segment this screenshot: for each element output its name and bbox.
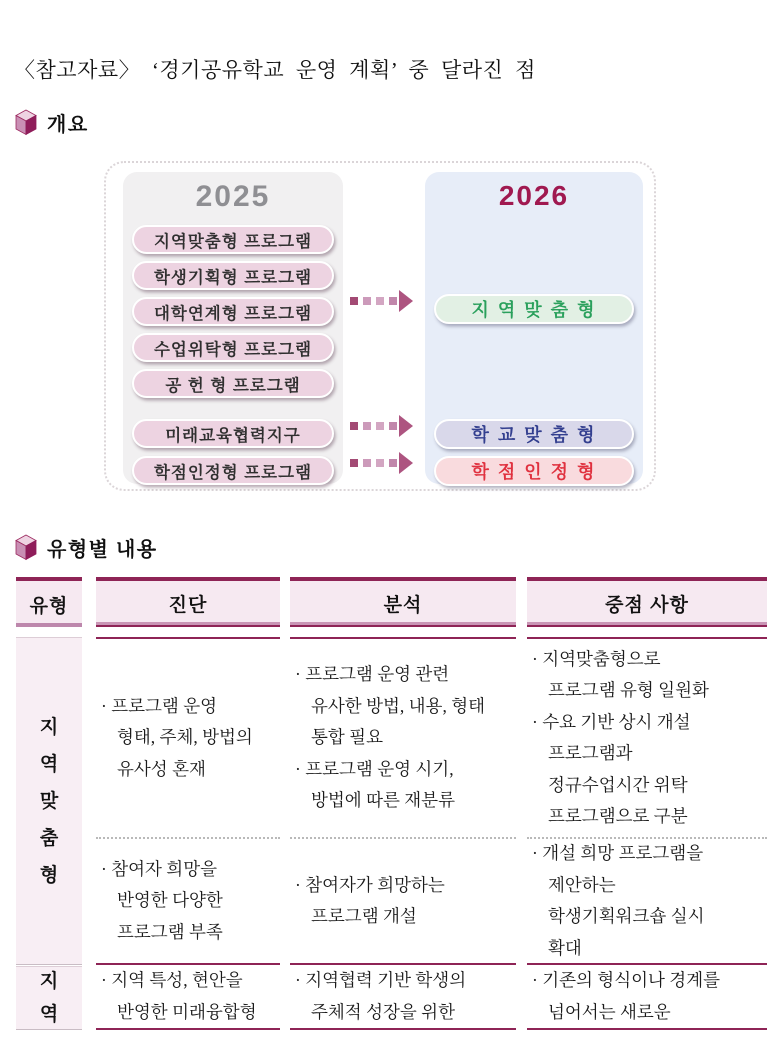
- type-table: [16, 577, 767, 1037]
- table-header-type: 유형: [16, 577, 82, 627]
- table-header-analysis: 분석: [290, 577, 516, 627]
- cube-bullet-icon: [15, 109, 37, 136]
- type-pill-2026-school: 학 교 맞 춤 형: [434, 419, 634, 449]
- program-pill-2025: 학점인정형 프로그램: [132, 456, 334, 485]
- panel-2025: [123, 172, 343, 484]
- table-cell: · 참여자 희망을 반영한 다양한 프로그램 부족: [96, 837, 280, 963]
- program-pill-2025: 미래교육협력지구: [132, 419, 334, 448]
- transition-arrow-icon: [349, 450, 413, 476]
- section-heading-details-label: 유형별 내용: [47, 539, 158, 561]
- cube-bullet-icon: [15, 534, 37, 561]
- page-title: 〈참고자료〉 ‘경기공유학교 운영 계획’ 중 달라진 점: [14, 58, 536, 82]
- table-cell: · 참여자가 희망하는 프로그램 개설: [290, 837, 516, 963]
- type-pill-2026-credit: 학 점 인 정 형: [434, 456, 634, 486]
- column-diagnosis: [96, 637, 280, 1030]
- section-heading-overview: [15, 108, 89, 137]
- table-header-focus: 중점 사항: [527, 577, 767, 627]
- table-cell: · 프로그램 운영 관련 유사한 방법, 내용, 형태 통합 필요 · 프로그램 운영 시기, 방법에 따른 재분류: [295, 664, 486, 811]
- panel-2026: [425, 172, 643, 484]
- row-type-label-region2: 지 역: [16, 966, 82, 1030]
- section-heading-overview-label: 개요: [47, 114, 89, 136]
- column-analysis: [290, 637, 516, 1030]
- table-cell: · 지역 특성, 현안을 반영한 미래융합형: [96, 963, 280, 1028]
- year-2026-label: 2026: [498, 180, 570, 211]
- table-cell: · 프로그램 운영 형태, 주체, 방법의 유사성 혼재: [101, 695, 253, 779]
- type-pill-2026-region: 지 역 맞 춤 형: [434, 294, 634, 324]
- table-cell: · 지역협력 기반 학생의 주체적 성장을 위한: [290, 963, 516, 1028]
- transition-arrow-icon: [349, 413, 413, 439]
- section-heading-details: [15, 533, 158, 562]
- program-pill-2025: 공 헌 형 프로그램: [132, 369, 334, 398]
- column-focus: [527, 637, 767, 1030]
- program-pill-2025: 지역맞춤형 프로그램: [132, 225, 334, 254]
- table-header-diagnosis: 진단: [96, 577, 280, 627]
- overview-diagram: [104, 161, 656, 491]
- table-cell: · 개설 희망 프로그램을 제안하는 학생기획워크숍 실시 확대: [527, 837, 767, 963]
- row-type-label-region: 지 역 맞 춤 형: [16, 637, 82, 965]
- program-pill-2025: 대학연계형 프로그램: [132, 297, 334, 326]
- table-cell: · 기존의 형식이나 경계를 넘어서는 새로운: [527, 963, 767, 1028]
- transition-arrow-icon: [349, 288, 413, 314]
- program-pill-2025: 학생기획형 프로그램: [132, 261, 334, 290]
- table-cell: · 지역맞춤형으로 프로그램 유형 일원화 · 수요 기반 상시 개설 프로그램과 정규수업시간 위탁 프로그램으로 구분: [532, 648, 709, 826]
- year-2025-label: 2025: [195, 180, 271, 213]
- program-pill-2025: 수업위탁형 프로그램: [132, 333, 334, 362]
